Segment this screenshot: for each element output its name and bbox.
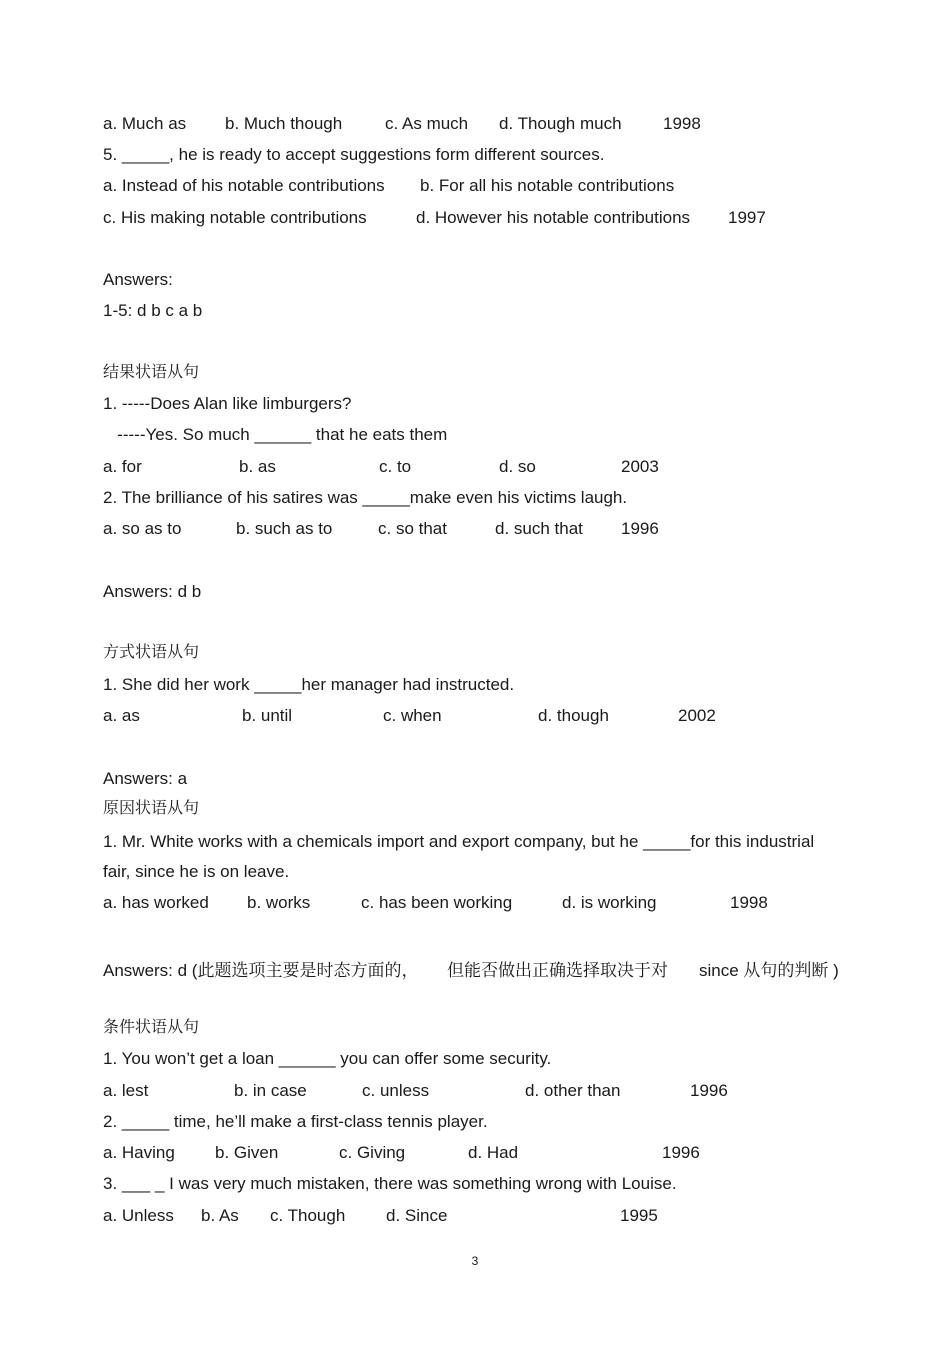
- option-c: c. His making notable contributions: [103, 208, 367, 227]
- option-d: d. though: [538, 706, 609, 725]
- year: 1998: [730, 893, 768, 912]
- option-a: a. as: [103, 706, 140, 725]
- year: 2002: [678, 706, 716, 725]
- option-d: d. Since: [386, 1206, 448, 1225]
- option-b: b. For all his notable contributions: [420, 176, 675, 195]
- answers-part-1: Answers: d (此题选项主要是时态方面的，: [103, 961, 419, 980]
- option-c: c. to: [379, 457, 412, 476]
- option-c: c. As much: [385, 114, 469, 133]
- year: 2003: [621, 457, 659, 476]
- question-2: 2. _____ time, he’ll make a first-class tennis player.: [103, 1112, 488, 1131]
- year: 1996: [690, 1081, 728, 1100]
- option-c: c. Giving: [339, 1143, 406, 1162]
- option-c: c. unless: [362, 1081, 430, 1100]
- question-3: 3. ___ _ I was very much mistaken, there was something wrong with Louise.: [103, 1174, 677, 1193]
- question-1: 1. Mr. White works with a chemicals import and export company, but he _____for this industrial: [103, 832, 815, 851]
- option-d: d. is working: [562, 893, 657, 912]
- option-c: c. Though: [270, 1206, 346, 1225]
- answers: Answers: a: [103, 769, 188, 788]
- option-b: b. as: [239, 457, 276, 476]
- section-heading-condition: 条件状语从句: [103, 1017, 200, 1036]
- question-1-continued: fair, since he is on leave.: [103, 862, 290, 881]
- year: 1996: [621, 519, 659, 538]
- question-1-reply: -----Yes. So much ______ that he eats them: [103, 425, 448, 444]
- question-1: 1. -----Does Alan like limburgers?: [103, 394, 352, 413]
- option-d: d. other than: [525, 1081, 621, 1100]
- question-5: 5. _____, he is ready to accept suggestions form different sources.: [103, 145, 605, 164]
- option-b: b. in case: [234, 1081, 307, 1100]
- option-b: b. such as to: [236, 519, 333, 538]
- option-d: d. such that: [495, 519, 583, 538]
- option-b: b. works: [247, 893, 311, 912]
- option-a: a. Unless: [103, 1206, 174, 1225]
- question-1: 1. You won’t get a loan ______ you can offer some security.: [103, 1049, 552, 1068]
- option-a: a. has worked: [103, 893, 209, 912]
- option-a: a. Instead of his notable contributions: [103, 176, 385, 195]
- option-c: c. so that: [378, 519, 447, 538]
- year: 1995: [620, 1206, 658, 1225]
- answers-value: 1-5: d b c a b: [103, 301, 203, 320]
- option-d: d. Though much: [499, 114, 622, 133]
- section-heading-reason: 原因状语从句: [103, 798, 200, 817]
- option-b: b. As: [201, 1206, 239, 1225]
- option-d: d. Had: [468, 1143, 519, 1162]
- year: 1998: [663, 114, 701, 133]
- section-heading-result: 结果状语从句: [103, 362, 200, 381]
- answers: Answers: d b: [103, 582, 202, 601]
- page-number: 3: [471, 1254, 479, 1268]
- option-b: b. Much though: [225, 114, 343, 133]
- option-d: d. However his notable contributions: [416, 208, 691, 227]
- option-c: c. when: [383, 706, 442, 725]
- question-1: 1. She did her work _____her manager had instructed.: [103, 675, 515, 694]
- option-d: d. so: [499, 457, 536, 476]
- option-a: a. for: [103, 457, 142, 476]
- answers-label: Answers:: [103, 270, 173, 289]
- option-a: a. lest: [103, 1081, 149, 1100]
- answers-part-3: since 从句的判断 ): [699, 961, 839, 980]
- question-2: 2. The brilliance of his satires was _____make even his victims laugh.: [103, 488, 628, 507]
- option-b: b. until: [242, 706, 293, 725]
- year: 1996: [662, 1143, 700, 1162]
- option-b: b. Given: [215, 1143, 279, 1162]
- answers-part-2: 但能否做出正确选择取决于对: [447, 961, 668, 980]
- section-heading-manner: 方式状语从句: [103, 642, 200, 661]
- option-c: c. has been working: [361, 893, 513, 912]
- option-a: a. Much as: [103, 114, 187, 133]
- year: 1997: [728, 208, 766, 227]
- option-a: a. Having: [103, 1143, 175, 1162]
- option-a: a. so as to: [103, 519, 182, 538]
